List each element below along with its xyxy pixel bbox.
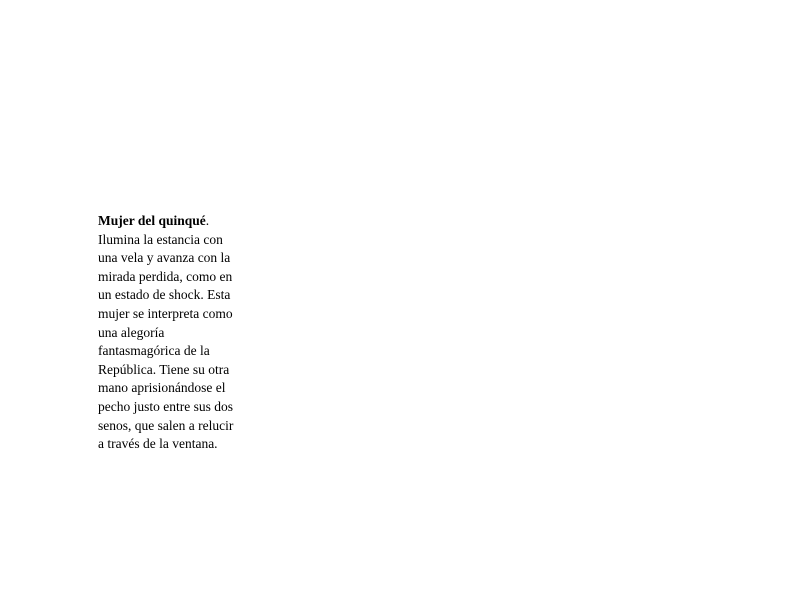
- caption-heading: Mujer del quinqué: [98, 213, 206, 228]
- caption-line: una alegoría: [98, 324, 165, 340]
- caption-line: mano aprisionándose el: [98, 380, 226, 396]
- caption-paragraph: [98, 212, 273, 454]
- caption-line: mujer se interpreta como: [98, 305, 233, 321]
- caption-line: mirada perdida, como en: [98, 268, 233, 284]
- caption-line: fantasmagórica de la: [98, 343, 210, 359]
- caption-line: República. Tiene su otra: [98, 361, 230, 377]
- caption-heading-period: .: [205, 213, 210, 228]
- caption-heading-line: [98, 212, 273, 231]
- caption-line: a través de la ventana.: [98, 436, 218, 452]
- caption-line: senos, que salen a relucir: [98, 417, 234, 433]
- caption-line: una vela y avanza con la: [98, 250, 231, 266]
- caption-line: un estado de shock. Esta: [98, 287, 231, 303]
- caption-line: Ilumina la estancia con: [98, 231, 223, 247]
- caption-line: pecho justo entre sus dos: [98, 398, 233, 414]
